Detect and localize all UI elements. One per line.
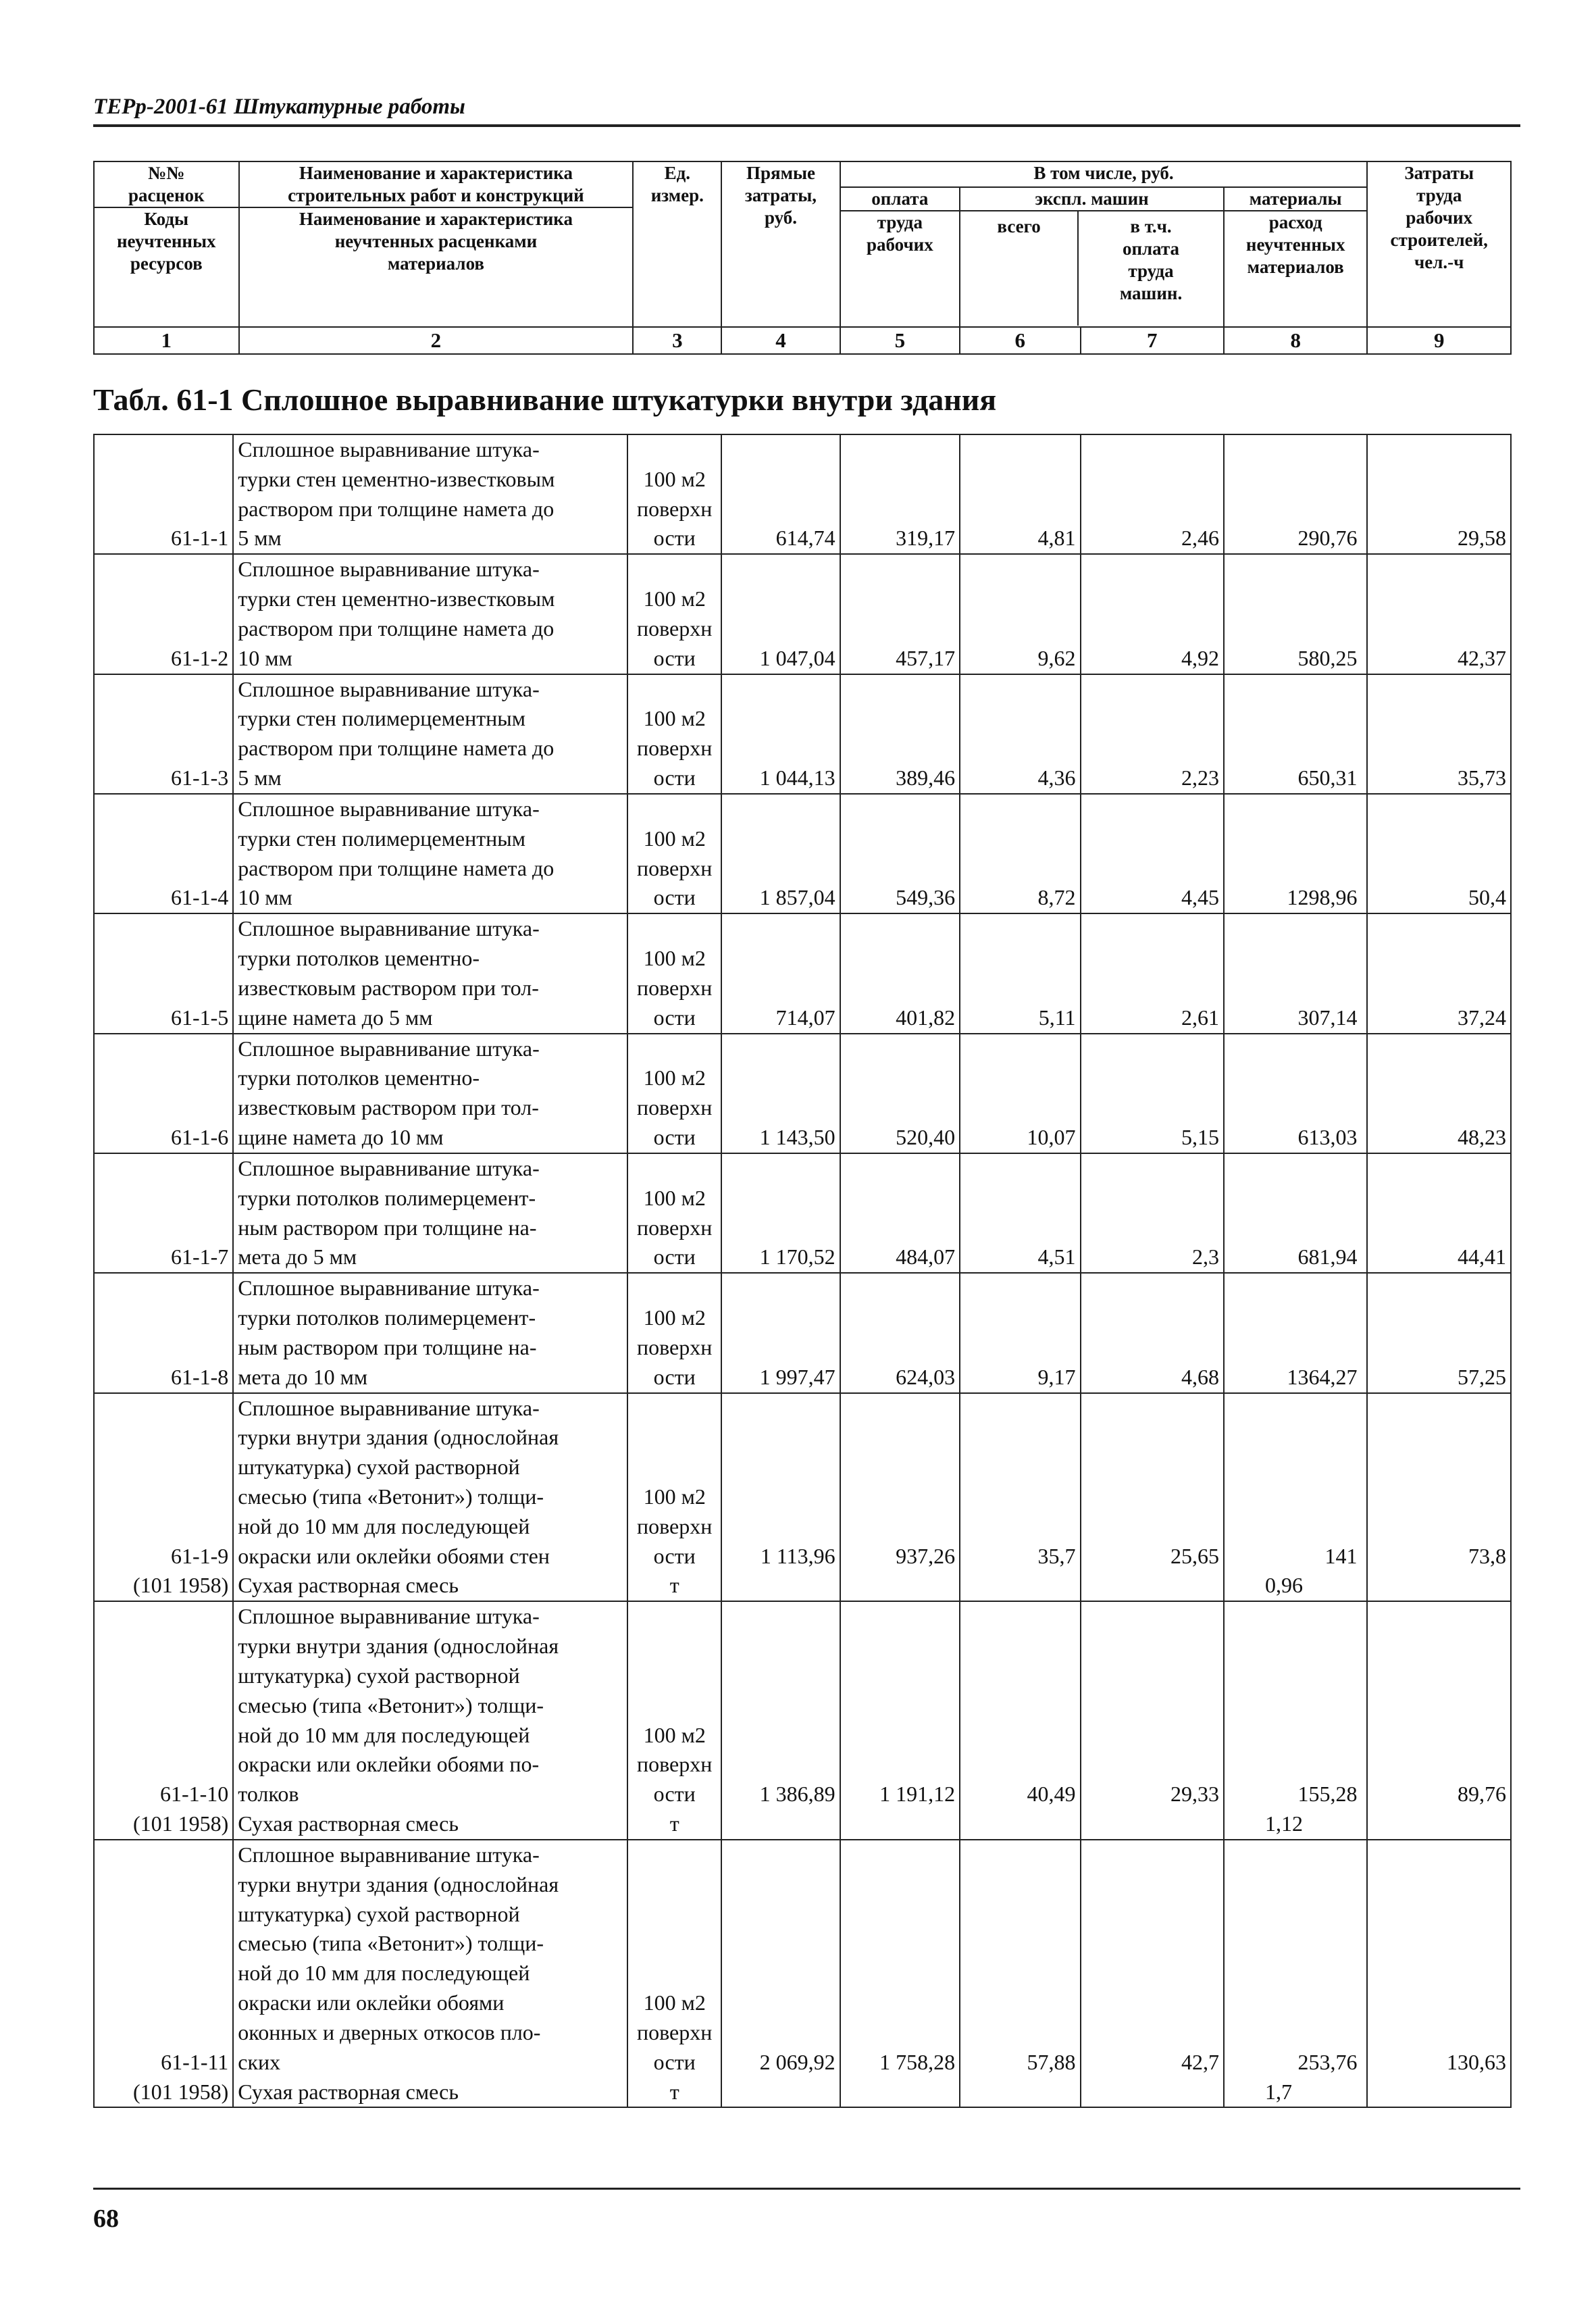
rate-code: 61-1-5 — [94, 913, 233, 1033]
machine-costs: 8,72 — [960, 794, 1080, 913]
header-col6: всего — [960, 211, 1079, 326]
machine-costs: 10,07 — [960, 1034, 1080, 1153]
rate-code: 61-1-10 (101 1958) — [94, 1601, 233, 1840]
rate-code: 61-1-2 — [94, 554, 233, 674]
materials-cost: 580,25 — [1224, 554, 1367, 674]
labor-hours-value: 130,63 — [1447, 2049, 1506, 2074]
machine-operator-wages — [1081, 1601, 1224, 1840]
table-row — [94, 1393, 1511, 1602]
table-row — [94, 1153, 1511, 1273]
header-col8-bottom: расход неучтенных материалов — [1245, 211, 1345, 277]
header-col1 — [94, 161, 239, 327]
footer-rule — [93, 2188, 1520, 2190]
unit-of-measure: 100 м2 поверхн ости — [627, 1273, 721, 1392]
labor-hours: 57,25 — [1367, 1273, 1511, 1392]
worker-wages-value: 1 758,28 — [879, 2049, 956, 2074]
header-col1-bottom: Коды неучтенных ресурсов — [116, 208, 216, 274]
work-description: Сплошное выравнивание штука- турки стен цементно-известковым раствором при толщине намета до 5 мм — [233, 434, 627, 554]
header-col7: в т.ч. оплата труда машин. — [1119, 216, 1183, 303]
machine-operator-wages: 2,3 — [1081, 1153, 1224, 1273]
machine-operator-wages: 2,61 — [1081, 913, 1224, 1033]
machine-operator-wages — [1081, 1840, 1224, 2107]
machine-costs: 4,51 — [960, 1153, 1080, 1273]
direct-costs — [721, 1840, 840, 2107]
column-number: 9 — [1367, 327, 1511, 354]
rates-table — [93, 434, 1512, 2108]
machine-costs: 4,81 — [960, 434, 1080, 554]
labor-hours: 44,41 — [1367, 1153, 1511, 1273]
direct-costs — [721, 1393, 840, 1602]
worker-wages — [840, 1601, 960, 1840]
work-description: Сплошное выравнивание штука- турки внутри здания (однослойная штукатурка) сухой растворной смесью (типа «Ветонит») толщи- ной до 10 мм для последующей окраски или оклейки обоями по- толков Сухая растворная смесь — [233, 1601, 627, 1840]
work-description: Сплошное выравнивание штука- турки стен цементно-известковым раствором при толщине намета до 10 мм — [233, 554, 627, 674]
table-row — [94, 913, 1511, 1033]
rate-code: 61-1-7 — [94, 1153, 233, 1273]
material-consumption: 0,96 — [1264, 1573, 1303, 1598]
labor-hours: 42,37 — [1367, 554, 1511, 674]
column-number: 5 — [840, 327, 960, 354]
direct-costs: 1 044,13 — [721, 674, 840, 794]
header-col5 — [840, 187, 960, 327]
work-description: Сплошное выравнивание штука- турки внутри здания (однослойная штукатурка) сухой растворной смесью (типа «Ветонит») толщи- ной до 10 мм для последующей окраски или оклейки обоями стен Сухая растворная смесь — [233, 1393, 627, 1602]
column-number: 8 — [1224, 327, 1367, 354]
header-machines — [960, 187, 1224, 327]
column-number: 7 — [1081, 327, 1224, 354]
header-col9: Затраты труда рабочих строителей, чел.-ч — [1367, 161, 1511, 327]
machine-costs-value: 40,49 — [1027, 1782, 1076, 1807]
labor-hours-value: 73,8 — [1468, 1543, 1506, 1568]
direct-costs: 1 857,04 — [721, 794, 840, 913]
direct-costs: 1 997,47 — [721, 1273, 840, 1392]
material-consumption: 1,12 — [1264, 1811, 1303, 1836]
material-consumption: 1,7 — [1264, 2079, 1292, 2104]
direct-costs-value: 2 069,92 — [759, 2049, 835, 2074]
machine-costs: 9,17 — [960, 1273, 1080, 1392]
machine-operator-wages: 2,46 — [1081, 434, 1224, 554]
labor-hours: 35,73 — [1367, 674, 1511, 794]
worker-wages: 520,40 — [840, 1034, 960, 1153]
header-rule — [93, 124, 1520, 127]
machine-operator-wages-value: 42,7 — [1181, 2049, 1219, 2074]
machine-operator-wages — [1081, 1393, 1224, 1602]
header-col2-mid: строительных работ и конструкций — [240, 184, 633, 208]
rate-code: 61-1-3 — [94, 674, 233, 794]
machine-operator-wages: 2,23 — [1081, 674, 1224, 794]
materials-cost: 613,03 — [1224, 1034, 1367, 1153]
header-col2-bottom: Наименование и характеристика неучтенных расценками материалов — [299, 208, 573, 274]
materials-cost-value: 155,28 — [1297, 1782, 1358, 1807]
table-row — [94, 434, 1511, 554]
machine-costs: 9,62 — [960, 554, 1080, 674]
rate-code: 61-1-9 (101 1958) — [94, 1393, 233, 1602]
header-col4: Прямые затраты, руб. — [721, 161, 840, 327]
rate-code: 61-1-4 — [94, 794, 233, 913]
labor-hours: 37,24 — [1367, 913, 1511, 1033]
unit-of-measure: 100 м2 поверхн ости — [627, 674, 721, 794]
materials-cost: 307,14 — [1224, 913, 1367, 1033]
header-col2 — [239, 161, 634, 327]
direct-costs: 1 143,50 — [721, 1034, 840, 1153]
materials-cost: 1364,27 — [1224, 1273, 1367, 1392]
header-col1-mid: расценок — [95, 184, 238, 208]
rate-code: 61-1-8 — [94, 1273, 233, 1392]
table-row — [94, 554, 1511, 674]
direct-costs: 714,07 — [721, 913, 840, 1033]
materials-cost-value: 141 — [1324, 1543, 1358, 1568]
materials-cost: 650,31 — [1224, 674, 1367, 794]
worker-wages — [840, 1393, 960, 1602]
machine-costs — [960, 1601, 1080, 1840]
unit-of-measure: 100 м2 поверхн ости т — [627, 1601, 721, 1840]
worker-wages: 389,46 — [840, 674, 960, 794]
page-number: 68 — [93, 2205, 119, 2233]
unit-of-measure: 100 м2 поверхн ости т — [627, 1393, 721, 1602]
labor-hours: 50,4 — [1367, 794, 1511, 913]
table-row — [94, 1601, 1511, 1840]
direct-costs-value: 1 113,96 — [760, 1543, 835, 1568]
header-machines-label: экспл. машин — [960, 188, 1223, 211]
machine-operator-wages-value: 25,65 — [1170, 1543, 1219, 1568]
column-number: 3 — [633, 327, 721, 354]
table-row — [94, 1840, 1511, 2107]
header-col8-top: материалы — [1225, 188, 1366, 211]
materials-cost-value: 253,76 — [1297, 2049, 1358, 2074]
materials-cost: 1298,96 — [1224, 794, 1367, 913]
worker-wages: 401,82 — [840, 913, 960, 1033]
table-title: Табл. 61-1 Сплошное выравнивание штукатурки внутри здания — [93, 382, 997, 417]
labor-hours — [1367, 1840, 1511, 2107]
header-col2-top: Наименование и характеристика — [299, 163, 573, 183]
labor-hours-value: 89,76 — [1458, 1782, 1506, 1807]
table-row — [94, 674, 1511, 794]
header-col5-bottom: труда рабочих — [866, 211, 933, 255]
unit-of-measure: 100 м2 поверхн ости — [627, 434, 721, 554]
direct-costs: 1 047,04 — [721, 554, 840, 674]
rate-code: 61-1-1 — [94, 434, 233, 554]
materials-cost — [1224, 1601, 1367, 1840]
work-description: Сплошное выравнивание штука- турки стен полимерцементным раствором при толщине намета до 5 мм — [233, 674, 627, 794]
work-description: Сплошное выравнивание штука- турки внутри здания (однослойная штукатурка) сухой растворной смесью (типа «Ветонит») толщи- ной до 10 мм для последующей окраски или оклейки обоями оконных и дверных откосов пло- ских Сухая растворная смесь — [233, 1840, 627, 2107]
machine-costs: 4,36 — [960, 674, 1080, 794]
header-group: В том числе, руб. — [840, 161, 1368, 187]
worker-wages — [840, 1840, 960, 2107]
column-header-table — [93, 161, 1512, 355]
header-col1-top: №№ — [148, 163, 185, 183]
materials-cost: 681,94 — [1224, 1153, 1367, 1273]
work-description: Сплошное выравнивание штука- турки потолков полимерцемент- ным раствором при толщине на- мета до 10 мм — [233, 1273, 627, 1392]
running-header: ТЕРр-2001-61 Штукатурные работы — [93, 95, 465, 119]
work-description: Сплошное выравнивание штука- турки потолков полимерцемент- ным раствором при толщине на- мета до 5 мм — [233, 1153, 627, 1273]
machine-operator-wages: 4,45 — [1081, 794, 1224, 913]
direct-costs: 614,74 — [721, 434, 840, 554]
machine-operator-wages: 4,92 — [1081, 554, 1224, 674]
worker-wages: 484,07 — [840, 1153, 960, 1273]
unit-of-measure: 100 м2 поверхн ости — [627, 794, 721, 913]
machine-operator-wages-value: 29,33 — [1170, 1782, 1219, 1807]
machine-costs — [960, 1840, 1080, 2107]
machine-costs-value: 35,7 — [1037, 1543, 1076, 1568]
rate-code: 61-1-11 (101 1958) — [94, 1840, 233, 2107]
materials-cost: 290,76 — [1224, 434, 1367, 554]
materials-cost — [1224, 1840, 1367, 2107]
header-col5-top: оплата — [841, 188, 959, 211]
worker-wages-value: 1 191,12 — [879, 1782, 956, 1807]
machine-operator-wages: 5,15 — [1081, 1034, 1224, 1153]
work-description: Сплошное выравнивание штука- турки стен полимерцементным раствором при толщине намета до 10 мм — [233, 794, 627, 913]
worker-wages: 319,17 — [840, 434, 960, 554]
machine-operator-wages: 4,68 — [1081, 1273, 1224, 1392]
unit-of-measure: 100 м2 поверхн ости — [627, 913, 721, 1033]
direct-costs: 1 170,52 — [721, 1153, 840, 1273]
column-number: 4 — [721, 327, 840, 354]
rate-code: 61-1-6 — [94, 1034, 233, 1153]
work-description: Сплошное выравнивание штука- турки потолков цементно- известковым раствором при тол- щине намета до 10 мм — [233, 1034, 627, 1153]
unit-of-measure: 100 м2 поверхн ости т — [627, 1840, 721, 2107]
worker-wages: 457,17 — [840, 554, 960, 674]
table-row — [94, 1034, 1511, 1153]
machine-costs-value: 57,88 — [1027, 2049, 1076, 2074]
direct-costs-value: 1 386,89 — [759, 1782, 835, 1807]
unit-of-measure: 100 м2 поверхн ости — [627, 1153, 721, 1273]
unit-of-measure: 100 м2 поверхн ости — [627, 554, 721, 674]
table-row — [94, 794, 1511, 913]
labor-hours: 29,58 — [1367, 434, 1511, 554]
labor-hours — [1367, 1393, 1511, 1602]
machine-costs: 5,11 — [960, 913, 1080, 1033]
direct-costs — [721, 1601, 840, 1840]
worker-wages: 624,03 — [840, 1273, 960, 1392]
column-number: 1 — [94, 327, 239, 354]
header-col3: Ед. измер. — [633, 161, 721, 327]
table-row — [94, 1273, 1511, 1392]
labor-hours: 48,23 — [1367, 1034, 1511, 1153]
worker-wages-value: 937,26 — [896, 1543, 956, 1568]
column-number: 2 — [239, 327, 634, 354]
worker-wages: 549,36 — [840, 794, 960, 913]
machine-costs — [960, 1393, 1080, 1602]
header-col8 — [1224, 187, 1367, 327]
labor-hours — [1367, 1601, 1511, 1840]
unit-of-measure: 100 м2 поверхн ости — [627, 1034, 721, 1153]
column-number: 6 — [960, 327, 1080, 354]
materials-cost — [1224, 1393, 1367, 1602]
work-description: Сплошное выравнивание штука- турки потолков цементно- известковым раствором при тол- щине намета до 5 мм — [233, 913, 627, 1033]
